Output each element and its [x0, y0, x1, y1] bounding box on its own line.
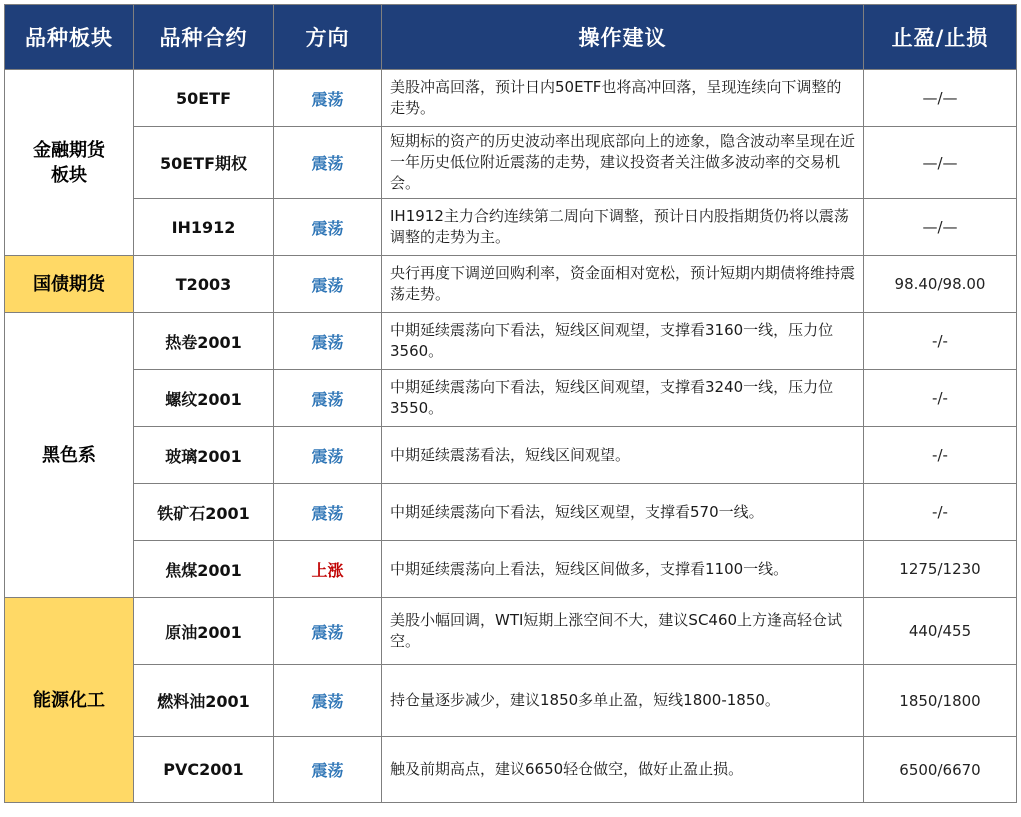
stop-cell: 1850/1800 [864, 665, 1017, 737]
stop-cell: 440/455 [864, 598, 1017, 665]
advice-cell: 中期延续震荡向下看法，短线区间观望，支撑看3160一线，压力位3560。 [382, 313, 864, 370]
direction-cell: 震荡 [274, 256, 382, 313]
advice-cell: 中期延续震荡看法，短线区间观望。 [382, 427, 864, 484]
contract-cell: IH1912 [134, 199, 274, 256]
table-header-row [5, 5, 1017, 70]
direction-cell: 上涨 [274, 541, 382, 598]
contract-cell: 铁矿石2001 [134, 484, 274, 541]
advice-cell: 中期延续震荡向下看法，短线区观望，支撑看570一线。 [382, 484, 864, 541]
table-row [5, 737, 1017, 803]
contract-cell: 螺纹2001 [134, 370, 274, 427]
contract-cell: 50ETF [134, 70, 274, 127]
contract-cell: T2003 [134, 256, 274, 313]
direction-cell: 震荡 [274, 199, 382, 256]
direction-cell: 震荡 [274, 127, 382, 199]
stop-cell: —/— [864, 127, 1017, 199]
strategy-table [4, 4, 1017, 803]
advice-cell: 短期标的资产的历史波动率出现底部向上的迹象，隐含波动率呈现在近一年历史低位附近震荡的走势，建议投资者关注做多波动率的交易机会。 [382, 127, 864, 199]
advice-cell: 持仓量逐步减少，建议1850多单止盈，短线1800-1850。 [382, 665, 864, 737]
table-row [5, 484, 1017, 541]
direction-cell: 震荡 [274, 313, 382, 370]
contract-cell: 原油2001 [134, 598, 274, 665]
table-row [5, 541, 1017, 598]
stop-cell: -/- [864, 370, 1017, 427]
advice-cell: 央行再度下调逆回购利率，资金面相对宽松，预计短期内期债将维持震荡走势。 [382, 256, 864, 313]
contract-cell: 玻璃2001 [134, 427, 274, 484]
contract-cell: 50ETF期权 [134, 127, 274, 199]
table-row [5, 70, 1017, 127]
header-advice: 操作建议 [382, 5, 864, 70]
advice-cell: 触及前期高点，建议6650轻仓做空，做好止盈止损。 [382, 737, 864, 803]
stop-cell: -/- [864, 484, 1017, 541]
table-row [5, 665, 1017, 737]
table-row [5, 370, 1017, 427]
advice-cell: 美股冲高回落，预计日内50ETF也将高冲回落，呈现连续向下调整的走势。 [382, 70, 864, 127]
table-row [5, 427, 1017, 484]
stop-cell: 1275/1230 [864, 541, 1017, 598]
sector-energy: 能源化工 [5, 598, 134, 803]
table-row [5, 127, 1017, 199]
contract-cell: PVC2001 [134, 737, 274, 803]
sector-label: 板块 [51, 164, 87, 186]
sector-ferrous: 黑色系 [5, 313, 134, 598]
direction-cell: 震荡 [274, 665, 382, 737]
header-direction: 方向 [274, 5, 382, 70]
advice-cell: 中期延续震荡向下看法，短线区间观望，支撑看3240一线，压力位3550。 [382, 370, 864, 427]
stop-cell: —/— [864, 199, 1017, 256]
contract-cell: 燃料油2001 [134, 665, 274, 737]
direction-cell: 震荡 [274, 484, 382, 541]
table-row [5, 313, 1017, 370]
sector-financial [5, 70, 134, 256]
table-row [5, 199, 1017, 256]
stop-cell: -/- [864, 313, 1017, 370]
direction-cell: 震荡 [274, 427, 382, 484]
stop-cell: 6500/6670 [864, 737, 1017, 803]
contract-cell: 热卷2001 [134, 313, 274, 370]
header-contract: 品种合约 [134, 5, 274, 70]
header-stop: 止盈/止损 [864, 5, 1017, 70]
table-row [5, 256, 1017, 313]
advice-cell: IH1912主力合约连续第二周向下调整，预计日内股指期货仍将以震荡调整的走势为主。 [382, 199, 864, 256]
stop-cell: 98.40/98.00 [864, 256, 1017, 313]
sector-label: 金融期货 [33, 139, 105, 161]
direction-cell: 震荡 [274, 598, 382, 665]
direction-cell: 震荡 [274, 737, 382, 803]
contract-cell: 焦煤2001 [134, 541, 274, 598]
header-sector: 品种板块 [5, 5, 134, 70]
sector-bond: 国债期货 [5, 256, 134, 313]
direction-cell: 震荡 [274, 70, 382, 127]
direction-cell: 震荡 [274, 370, 382, 427]
stop-cell: —/— [864, 70, 1017, 127]
advice-cell: 中期延续震荡向上看法，短线区间做多，支撑看1100一线。 [382, 541, 864, 598]
advice-cell: 美股小幅回调，WTI短期上涨空间不大，建议SC460上方逢高轻仓试空。 [382, 598, 864, 665]
table-row [5, 598, 1017, 665]
stop-cell: -/- [864, 427, 1017, 484]
